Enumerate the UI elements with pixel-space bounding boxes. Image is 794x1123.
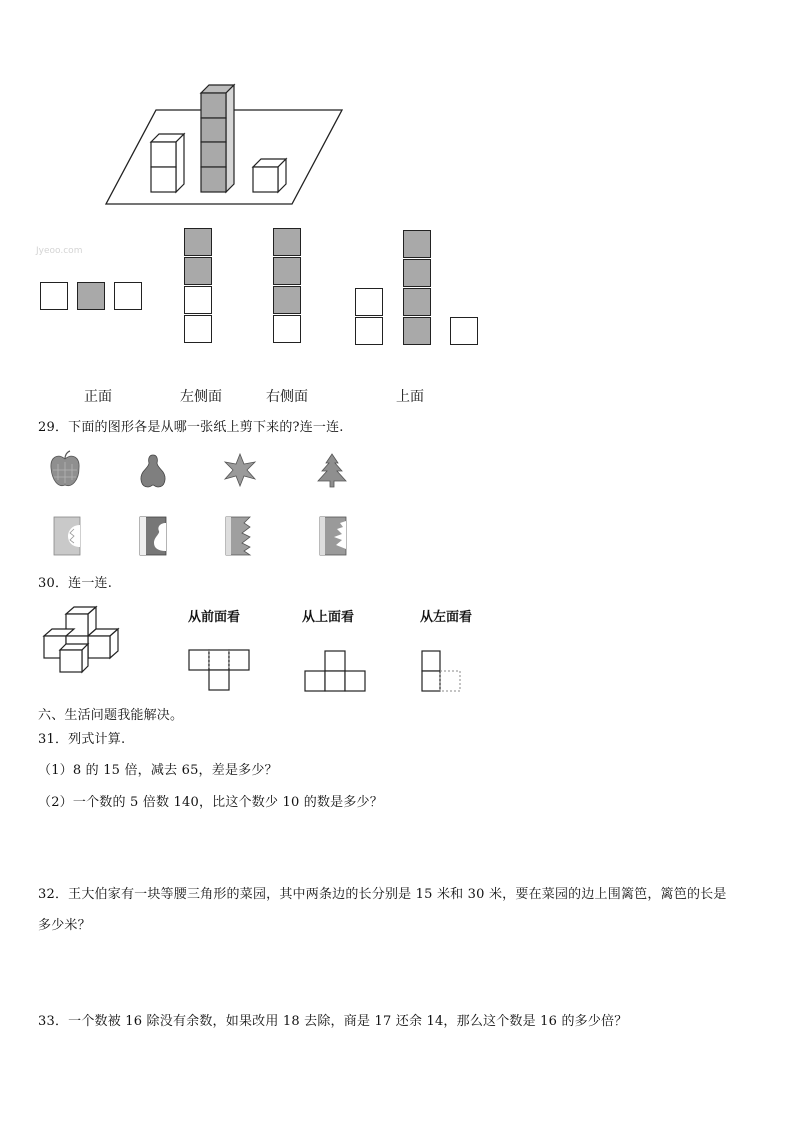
grid-square: [114, 282, 142, 310]
grid-square-shaded: [77, 282, 105, 310]
label-left-view: 左侧面: [180, 389, 222, 405]
section-6-heading: 六、生活问题我能解决。: [38, 708, 184, 723]
grid-square: [450, 317, 478, 345]
grid-square: [273, 315, 301, 343]
grid-square-shaded: [273, 228, 301, 256]
paper-cut-1-icon: [52, 515, 82, 557]
question-31-title: 31．列式计算.: [38, 732, 126, 747]
question-31-part-2: （2）一个数的 5 倍数 140，比这个数少 10 的数是多少？: [38, 795, 383, 810]
grid-square: [355, 288, 383, 316]
label-right-view: 右侧面: [266, 389, 308, 405]
cube-arrangement-figure: [100, 80, 350, 210]
left-view-grid: [420, 650, 466, 694]
grid-square-shaded: [273, 286, 301, 314]
question-32-line-1: 32．王大伯家有一块等腰三角形的菜园，其中两条边的长分别是 15 米和 30 米，要在菜园的边上围篱笆，篱笆的长是: [38, 887, 727, 902]
question-31-part-1: （1）8 的 15 倍，减去 65，差是多少？: [38, 763, 278, 778]
question-30-text: 30．连一连.: [38, 576, 113, 591]
label-top-view: 上面: [396, 389, 424, 405]
grid-square-shaded: [403, 288, 431, 316]
grid-square: [184, 315, 212, 343]
flower-shape-icon: [222, 452, 258, 488]
front-view-grid: [188, 648, 254, 694]
grid-square-shaded: [273, 257, 301, 285]
grid-square-shaded: [403, 317, 431, 345]
grid-square-shaded: [403, 259, 431, 287]
paper-cut-3-icon: [224, 515, 252, 557]
cube-solid-figure: [40, 604, 130, 676]
grid-square: [184, 286, 212, 314]
view-label-left: 从左面看: [420, 610, 473, 625]
question-33-text: 33．一个数被 16 除没有余数，如果改用 18 去除，商是 17 还余 14，那么这个数是 16 的多少倍？: [38, 1014, 628, 1029]
grid-square: [40, 282, 68, 310]
grid-square-shaded: [403, 230, 431, 258]
grid-square: [355, 317, 383, 345]
paper-cut-2-icon: [138, 515, 168, 557]
grid-square-shaded: [184, 257, 212, 285]
tree-shape-icon: [316, 452, 348, 490]
apple-shape-icon: [48, 450, 82, 490]
paper-cut-4-icon: [318, 515, 348, 557]
gourd-shape-icon: [138, 452, 168, 492]
top-view-grid: [304, 650, 368, 694]
view-label-top: 从上面看: [302, 610, 355, 625]
grid-square-shaded: [184, 228, 212, 256]
label-front-view: 正面: [84, 389, 112, 405]
question-32-line-2: 多少米？: [38, 918, 91, 933]
view-label-front: 从前面看: [188, 610, 241, 625]
watermark-text: Jyeoo.com: [36, 246, 83, 256]
question-29-text: 29．下面的图形各是从哪一张纸上剪下来的?连一连.: [38, 420, 344, 435]
